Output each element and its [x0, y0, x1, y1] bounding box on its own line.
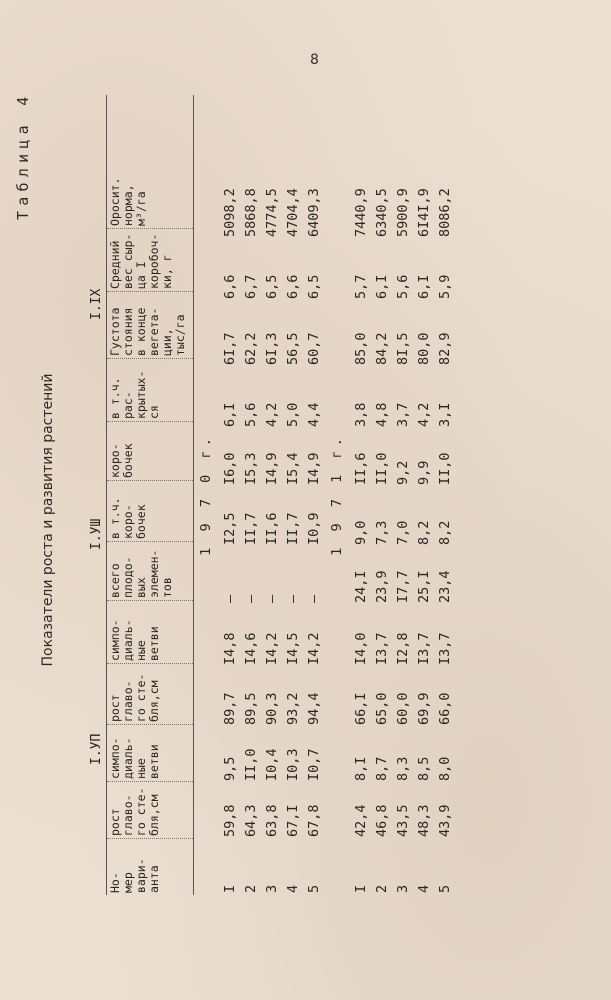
table-cell: 6,I — [415, 274, 432, 299]
table-cell: — — [242, 594, 259, 603]
table-cell: 9,0 — [352, 520, 369, 545]
table-cell: I3,7 — [415, 632, 432, 665]
table-cell: 5,6 — [394, 274, 411, 299]
table-cell: — — [221, 594, 238, 603]
table-cell: I0,9 — [305, 512, 322, 545]
table-row — [351, 95, 372, 895]
table-cell: 5,7 — [352, 274, 369, 299]
col-header-boll-weight: Средний вес сыр- ца I коробоч- ки, г — [107, 228, 193, 291]
table-cell: 6,I — [221, 402, 238, 427]
group-header-isep: I.IX — [89, 288, 104, 320]
table-row — [393, 95, 414, 895]
data-table — [88, 95, 456, 895]
table-cell: I0,4 — [263, 748, 280, 781]
table-cell: 9,9 — [415, 460, 432, 485]
table-cell: II,0 — [373, 452, 390, 485]
table-title: Показатели роста и развития растений — [40, 373, 56, 667]
table-cell: 46,8 — [373, 804, 390, 837]
table-cell: 8,5 — [415, 756, 432, 781]
table-cell: II,6 — [352, 452, 369, 485]
table-cell: 85,0 — [352, 332, 369, 365]
rows-1971 — [351, 95, 456, 895]
table-row — [304, 95, 325, 895]
table-cell: 48,3 — [415, 804, 432, 837]
table-cell: 24,I — [352, 570, 369, 603]
table-cell: 8,0 — [436, 756, 453, 781]
table-cell: II,6 — [263, 512, 280, 545]
table-cell: I4,8 — [221, 632, 238, 665]
table-cell: 43,5 — [394, 804, 411, 837]
table-cell: 5 — [436, 884, 453, 893]
table-cell: 4,4 — [305, 402, 322, 427]
table-cell: 67,8 — [305, 804, 322, 837]
table-cell: I4,5 — [284, 632, 301, 665]
table-cell: II,7 — [242, 512, 259, 545]
table-cell: 7440,9 — [352, 188, 369, 237]
table-cell: 94,4 — [305, 692, 322, 725]
table-cell: 5,0 — [284, 402, 301, 427]
table-row — [241, 95, 262, 895]
table-cell: 3,7 — [394, 402, 411, 427]
rows-1970 — [220, 95, 325, 895]
table-row — [262, 95, 283, 895]
table-cell: 82,9 — [436, 332, 453, 365]
table-cell: I7,7 — [394, 570, 411, 603]
table-cell: 3 — [394, 884, 411, 893]
group-header-iul: I.УП — [89, 733, 104, 765]
table-cell: 3,8 — [352, 402, 369, 427]
table-cell: 42,4 — [352, 804, 369, 837]
table-cell: — — [263, 594, 280, 603]
col-header-stem-growth-jul: рост главо- го сте- бля,см — [107, 781, 193, 838]
table-cell: 9,2 — [394, 460, 411, 485]
table-cell: 6340,5 — [373, 188, 390, 237]
table-cell: I5,3 — [242, 452, 259, 485]
table-cell: 4 — [415, 884, 432, 893]
table-cell: 6,I — [373, 274, 390, 299]
col-header-bolls-aug: в т.ч. коро- бочек — [107, 480, 193, 541]
table-cell: 5098,2 — [221, 188, 238, 237]
table-cell: 69,9 — [415, 692, 432, 725]
col-header-variant: Но- мер вари- анта — [107, 838, 193, 895]
page-number: 8 — [310, 52, 319, 68]
table-cell: 2 — [373, 884, 390, 893]
table-cell: 6I4I,9 — [415, 188, 432, 237]
table-cell: I2,8 — [394, 632, 411, 665]
table-cell: 67,I — [284, 804, 301, 837]
col-header-bolls-sep: коро- бочек — [107, 421, 193, 480]
table-cell: 60,0 — [394, 692, 411, 725]
table-cell: 5900,9 — [394, 188, 411, 237]
table-cell: I — [221, 884, 238, 893]
table-row — [283, 95, 304, 895]
table-cell: 8,2 — [436, 520, 453, 545]
table-cell: 5868,8 — [242, 188, 259, 237]
table-cell: I4,9 — [305, 452, 322, 485]
table-cell: 23,9 — [373, 570, 390, 603]
table-cell: I4,6 — [242, 632, 259, 665]
table-cell: 7,3 — [373, 520, 390, 545]
col-header-branches-jul: симпо- диаль- ные ветви — [107, 724, 193, 781]
table-cell: II,0 — [436, 452, 453, 485]
table-row — [435, 95, 456, 895]
table-cell: 6,5 — [305, 274, 322, 299]
table-cell: I5,4 — [284, 452, 301, 485]
table-cell: 6I,3 — [263, 332, 280, 365]
table-cell: 64,3 — [242, 804, 259, 837]
table-row — [220, 95, 241, 895]
table-cell: 8,2 — [415, 520, 432, 545]
table-cell: 56,5 — [284, 332, 301, 365]
table-cell: 25,I — [415, 570, 432, 603]
col-header-stem-growth-aug: рост главо- го сте- бля,см — [107, 663, 193, 724]
table-cell: 4,8 — [373, 402, 390, 427]
table-cell: I4,2 — [263, 632, 280, 665]
table-cell: 65,0 — [373, 692, 390, 725]
table-cell: 62,2 — [242, 332, 259, 365]
table-cell: 6409,3 — [305, 188, 322, 237]
table-cell: 6,7 — [242, 274, 259, 299]
group-header-row — [88, 95, 107, 895]
table-label: Таблица 4 — [14, 91, 32, 220]
table-cell: 43,9 — [436, 804, 453, 837]
table-cell: I3,7 — [436, 632, 453, 665]
table-cell: 5 — [305, 884, 322, 893]
table-cell: 60,7 — [305, 332, 322, 365]
table-cell: I4,0 — [352, 632, 369, 665]
table-cell: 5,6 — [242, 402, 259, 427]
table-cell: 5,9 — [436, 274, 453, 299]
table-cell: — — [305, 594, 322, 603]
col-header-fruit-elements: всего плодо- вых элемен- тов — [107, 541, 193, 600]
table-cell: I0,3 — [284, 748, 301, 781]
table-cell: I4,9 — [263, 452, 280, 485]
table-cell: II,7 — [284, 512, 301, 545]
table-cell: I0,7 — [305, 748, 322, 781]
table-cell: 8086,2 — [436, 188, 453, 237]
table-row — [414, 95, 435, 895]
group-header-iaug: I.УШ — [89, 518, 104, 550]
col-header-density: Густота стояния в конце вегета- ции, тыс/га — [107, 291, 193, 358]
table-cell: 4 — [284, 884, 301, 893]
col-header-branches-aug: симпо- диаль- ные ветви — [107, 600, 193, 663]
col-header-irrigation: Оросит. норма, м³/га — [108, 177, 148, 226]
table-cell: 8I,5 — [394, 332, 411, 365]
table-cell: 6,5 — [263, 274, 280, 299]
table-cell: 80,0 — [415, 332, 432, 365]
table-cell: 23,4 — [436, 570, 453, 603]
table-cell: 7,0 — [394, 520, 411, 545]
year-label-1970: 1 9 7 0 г. — [198, 434, 215, 556]
table-cell: 3,I — [436, 402, 453, 427]
table-cell: 2 — [242, 884, 259, 893]
table-cell: 89,5 — [242, 692, 259, 725]
year-label-1971: 1 9 7 1 г. — [329, 434, 346, 556]
column-header-row — [107, 95, 194, 895]
table-cell: 8,I — [352, 756, 369, 781]
table-cell: 8,7 — [373, 756, 390, 781]
table-cell: 3 — [263, 884, 280, 893]
table-cell: 9,5 — [221, 756, 238, 781]
table-cell: 8,3 — [394, 756, 411, 781]
table-row — [372, 95, 393, 895]
table-cell: 66,0 — [436, 692, 453, 725]
table-cell: 4,2 — [263, 402, 280, 427]
table-cell: 4774,5 — [263, 188, 280, 237]
table-cell: 6I,7 — [221, 332, 238, 365]
table-cell: 90,3 — [263, 692, 280, 725]
table-cell: 66,I — [352, 692, 369, 725]
table-cell: I — [352, 884, 369, 893]
table-cell: 6,6 — [221, 274, 238, 299]
table-cell: II,0 — [242, 748, 259, 781]
table-cell: 4704,4 — [284, 188, 301, 237]
table-cell: I2,5 — [221, 512, 238, 545]
table-cell: I6,0 — [221, 452, 238, 485]
table-cell: 63,8 — [263, 804, 280, 837]
table-cell: 4,2 — [415, 402, 432, 427]
table-cell: 84,2 — [373, 332, 390, 365]
table-cell: 59,8 — [221, 804, 238, 837]
table-cell: I3,7 — [373, 632, 390, 665]
table-cell: I4,2 — [305, 632, 322, 665]
table-cell: 89,7 — [221, 692, 238, 725]
table-cell: — — [284, 594, 301, 603]
table-cell: 6,6 — [284, 274, 301, 299]
col-header-opened: в т.ч. рас- крытых- ся — [107, 358, 193, 421]
table-cell: 93,2 — [284, 692, 301, 725]
